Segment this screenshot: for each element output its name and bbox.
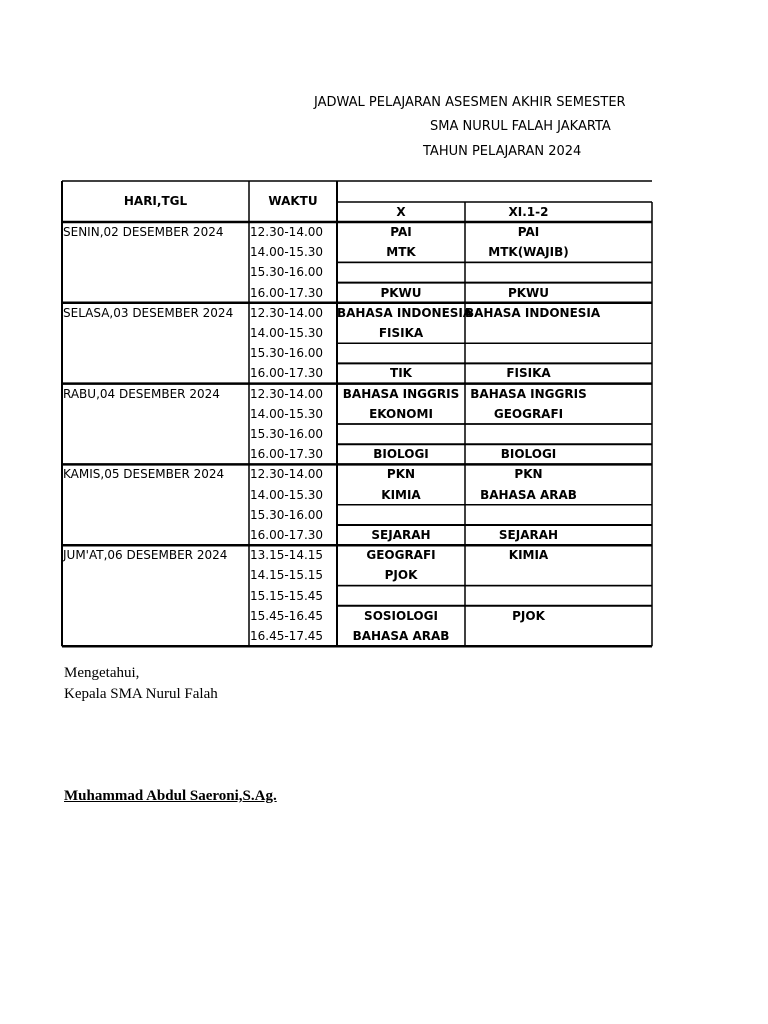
subject-kelas-xi xyxy=(465,424,592,444)
subject-kelas-x: PKWU xyxy=(380,285,422,300)
time-slot: 16.00-17.30 xyxy=(250,528,324,542)
subject-kelas-xi: KIMIA xyxy=(508,548,549,563)
header-kelas-x: X xyxy=(396,205,406,219)
subject-kelas-x xyxy=(337,505,465,525)
time-slot: 16.00-17.30 xyxy=(250,447,324,462)
subject-kelas-xi: BIOLOGI xyxy=(500,447,557,462)
subject-kelas-x xyxy=(337,262,465,282)
time-slot: 12.30-14.00 xyxy=(250,225,324,239)
time-slot: 12.30-14.00 xyxy=(250,305,324,320)
subject-kelas-xi xyxy=(465,323,592,343)
subject-kelas-x xyxy=(337,343,465,363)
day-label: RABU,04 DESEMBER 2024 xyxy=(63,386,220,401)
time-slot: 16.45-17.45 xyxy=(250,629,324,643)
subject-kelas-x xyxy=(337,586,465,606)
time-slot: 15.30-16.00 xyxy=(250,346,324,361)
subject-kelas-x: BAHASA ARAB xyxy=(352,629,450,643)
day-label: JUM'AT,06 DESEMBER 2024 xyxy=(63,548,228,563)
subject-kelas-xi xyxy=(465,565,592,585)
subject-kelas-xi: MTK(WAJIB) xyxy=(488,245,569,260)
time-slot: 14.00-15.30 xyxy=(250,406,324,421)
day-label: SELASA,03 DESEMBER 2024 xyxy=(63,305,234,320)
time-slot: 12.30-14.00 xyxy=(250,467,324,482)
document-title: JADWAL PELAJARAN ASESMEN AKHIR SEMESTER xyxy=(314,95,626,110)
time-slot: 14.00-15.30 xyxy=(250,326,324,340)
subject-kelas-xi: PAI xyxy=(517,225,540,239)
day-label: SENIN,02 DESEMBER 2024 xyxy=(63,225,224,239)
time-slot: 15.45-16.45 xyxy=(250,608,324,623)
subject-kelas-xi xyxy=(465,343,592,363)
time-slot: 15.30-16.00 xyxy=(250,427,324,441)
subject-kelas-x: BIOLOGI xyxy=(373,447,429,462)
time-slot: 12.30-14.00 xyxy=(250,386,324,401)
header-hari-tgl: HARI,TGL xyxy=(123,194,188,208)
subject-kelas-x: FISIKA xyxy=(378,326,424,340)
subject-kelas-x: PAI xyxy=(390,225,412,239)
subject-kelas-x: TIK xyxy=(390,366,412,381)
subject-kelas-xi xyxy=(465,262,592,282)
subject-kelas-xi: SEJARAH xyxy=(498,528,559,542)
header-waktu: WAKTU xyxy=(268,194,318,208)
time-slot: 15.30-16.00 xyxy=(250,265,324,280)
subject-kelas-x: GEOGRAFI xyxy=(366,548,436,563)
school-name: SMA NURUL FALAH JAKARTA xyxy=(430,119,611,134)
time-slot: 14.00-15.30 xyxy=(250,487,324,502)
subject-kelas-x: KIMIA xyxy=(381,487,421,502)
subject-kelas-x: PKN xyxy=(386,467,416,482)
subject-kelas-xi xyxy=(465,586,592,606)
time-slot: 15.30-16.00 xyxy=(250,507,324,522)
time-slot: 16.00-17.30 xyxy=(250,366,324,381)
subject-kelas-xi: BAHASA INDONESIA xyxy=(465,305,601,320)
subject-kelas-x: EKONOMI xyxy=(369,406,433,421)
subject-kelas-x: MTK xyxy=(386,245,416,260)
subject-kelas-xi: PKN xyxy=(514,467,543,482)
subject-kelas-x: PJOK xyxy=(384,568,418,583)
subject-kelas-x: SEJARAH xyxy=(371,528,431,542)
subject-kelas-xi: PKWU xyxy=(507,285,550,300)
subject-kelas-xi: BAHASA ARAB xyxy=(480,487,577,502)
footer-position: Kepala SMA Nurul Falah xyxy=(64,686,218,702)
subject-kelas-xi xyxy=(465,626,592,646)
subject-kelas-x xyxy=(337,424,465,444)
day-label: KAMIS,05 DESEMBER 2024 xyxy=(63,467,225,482)
subject-kelas-xi: PJOK xyxy=(512,608,545,623)
subject-kelas-xi xyxy=(465,505,592,525)
time-slot: 14.00-15.30 xyxy=(250,245,324,260)
footer-acknowledge: Mengetahui, xyxy=(64,665,140,681)
time-slot: 16.00-17.30 xyxy=(250,285,324,300)
footer-signatory-name: Muhammad Abdul Saeroni,S.Ag. xyxy=(64,788,277,804)
subject-kelas-x: BAHASA INDONESIA xyxy=(337,305,473,320)
subject-kelas-xi: GEOGRAFI xyxy=(493,406,564,421)
subject-kelas-x: BAHASA INGGRIS xyxy=(342,386,460,401)
subject-kelas-xi: BAHASA INGGRIS xyxy=(470,386,587,401)
time-slot: 13.15-14.15 xyxy=(250,548,324,563)
subject-kelas-xi: FISIKA xyxy=(506,366,551,381)
subject-kelas-x: SOSIOLOGI xyxy=(364,608,438,623)
academic-year: TAHUN PELAJARAN 2024 xyxy=(423,144,582,159)
time-slot: 15.15-15.45 xyxy=(250,588,324,603)
header-kelas-xi: XI.1-2 xyxy=(508,205,549,219)
time-slot: 14.15-15.15 xyxy=(250,568,324,583)
